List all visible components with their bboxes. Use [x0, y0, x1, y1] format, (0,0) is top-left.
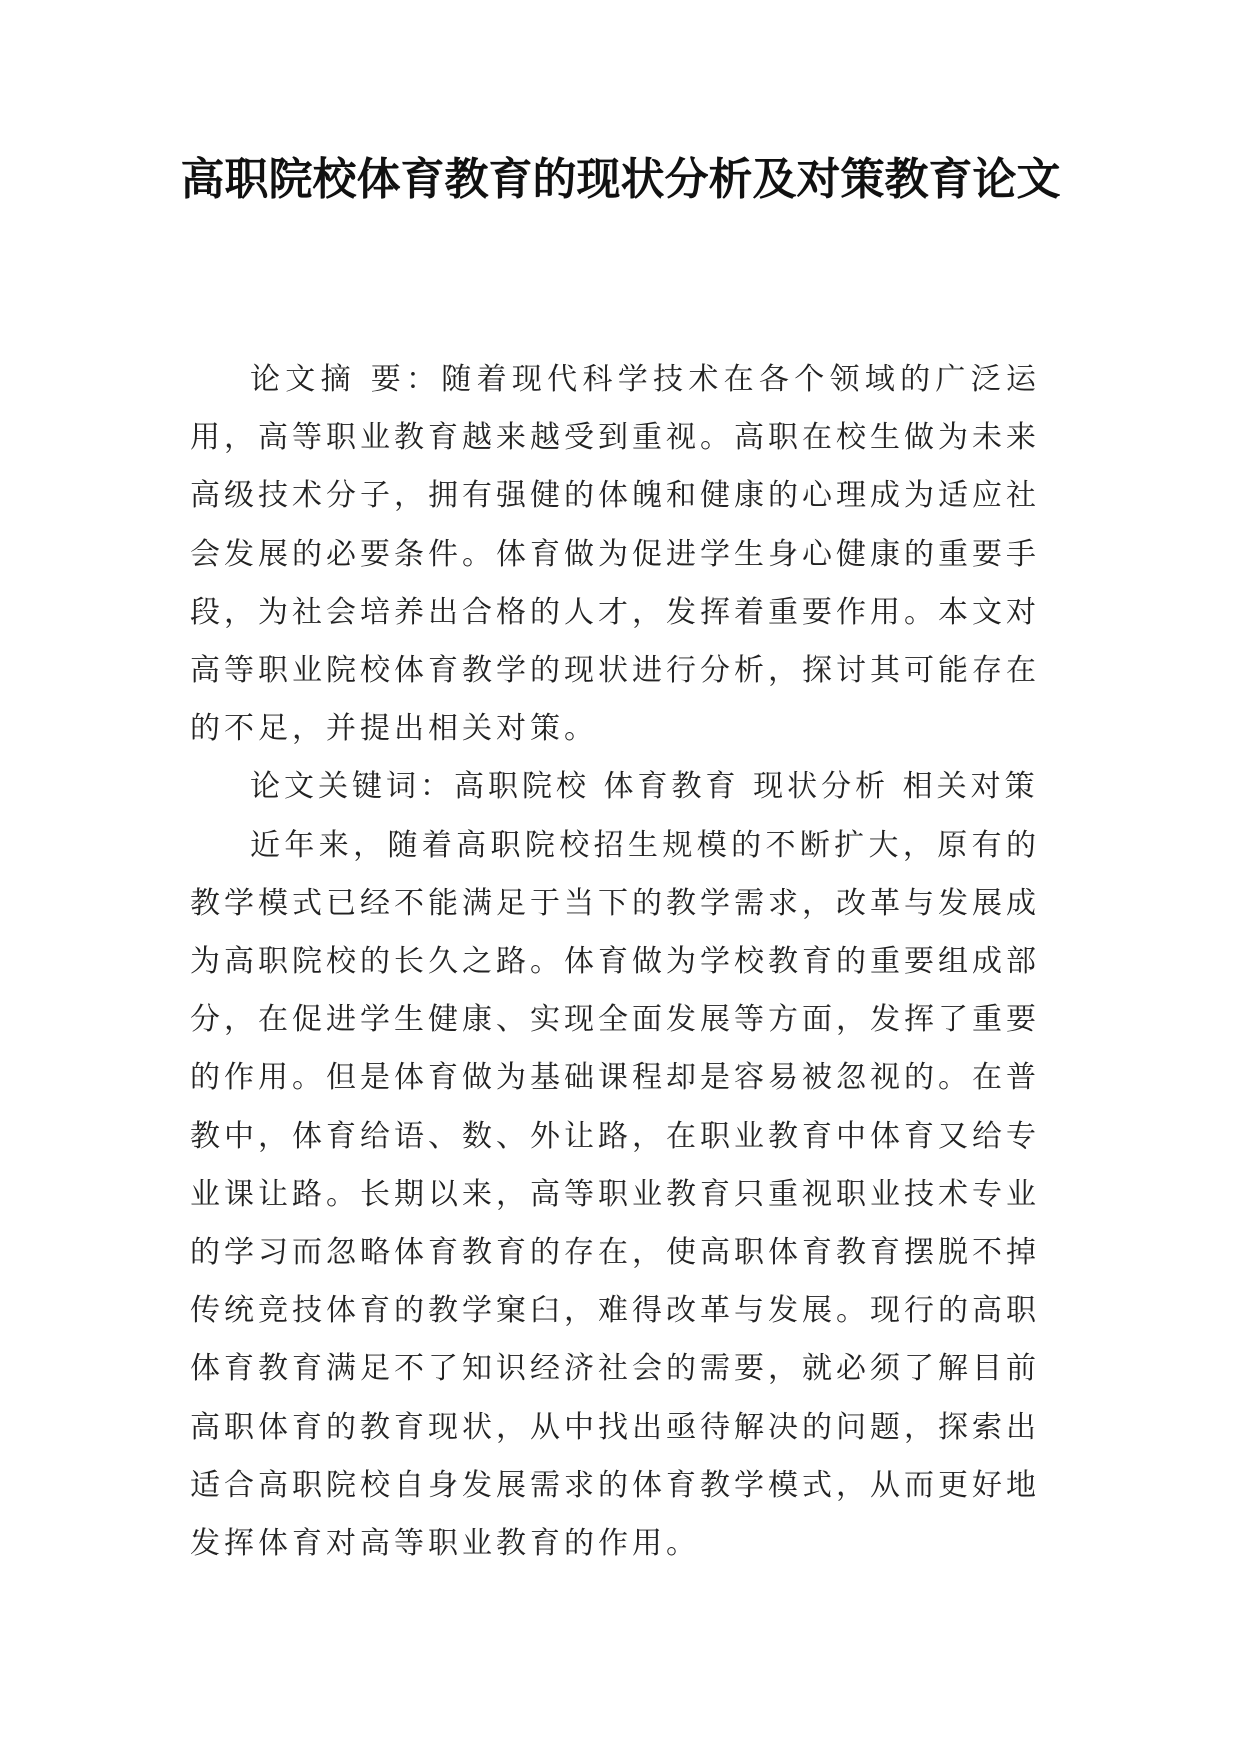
- keywords-paragraph: 论文关键词：高职院校 体育教育 现状分析 相关对策: [250, 769, 1039, 805]
- abstract-paragraph: 论文摘 要：随着现代科学技术在各个领域的广泛运用，高等职业教育越来越受到重视。高职在校生做为未来高级技术分子，拥有强健的体魄和健康的心理成为适应社会发展的必要条件。体育做为促进学生身心健康的重要手段，为社会培养出合格的人才，发挥着重要作用。本文对高等职业院校体育教学的现状进行分析，探讨其可能存在的不足，并提出相关对策。: [190, 362, 1040, 747]
- body-paragraph: 近年来，随着高职院校招生规模的不断扩大，原有的教学模式已经不能满足于当下的教学需求，改革与发展成为高职院校的长久之路。体育做为学校教育的重要组成部分，在促进学生健康、实现全面发展等方面，发挥了重要的作用。但是体育做为基础课程却是容易被忽视的。在普教中，体育给语、数、外让路，在职业教育中体育又给专业课让路。长期以来，高等职业教育只重视职业技术专业的学习而忽略体育教育的存在，使高职体育教育摆脱不掉传统竞技体育的教学窠臼，难得改革与发展。现行的高职体育教育满足不了知识经济社会的需要，就必须了解目前高职体育的教育现状，从中找出亟待解决的问题，探索出适合高职院校自身发展需求的体育教学模式，从而更好地发挥体育对高等职业教育的作用。: [190, 827, 1040, 1562]
- document-title: 高职院校体育教育的现状分析及对策教育论文: [180, 154, 1061, 205]
- document-body: [190, 351, 1040, 1573]
